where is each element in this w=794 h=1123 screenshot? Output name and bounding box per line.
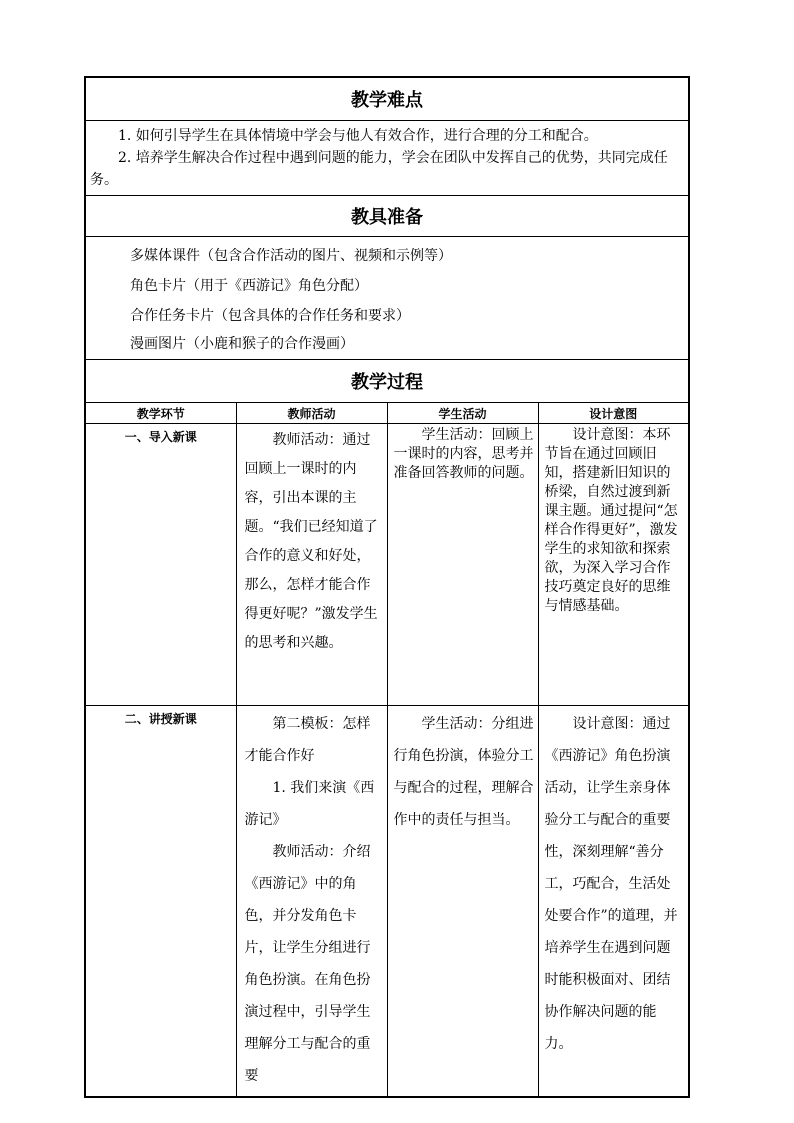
teacher-activity-text: 教师活动：通过回顾上一课时的内容，引出本课的主题。“我们已经知道了合作的意义和好处，那么，怎样才能合作得更好呢？”激发学生的思考和兴趣。 [244,432,378,651]
materials-item: 角色卡片（用于《西游记》角色分配） [130,278,368,294]
student-activity [387,424,538,706]
table-row [85,424,689,706]
difficulty-title: 教学难点 [85,77,689,121]
table-row [85,706,689,1098]
stage-label: 一、导入新课 [85,424,236,706]
materials-item: 多媒体课件（包含合作活动的图片、视频和示例等） [130,248,452,264]
column-header-stage: 教学环节 [85,403,236,424]
teacher-activity-text: 第二模板：怎样才能合作好 [244,716,371,764]
materials-item: 合作任务卡片（包含具体的合作任务和要求） [130,308,410,324]
design-intent [538,424,689,706]
design-intent-text: 设计意图：本环节旨在通过回顾旧知，搭建新旧知识的桥梁，自然过渡到新课主题。通过提问“怎样合作得更好”，激发学生的求知欲和探索欲，为深入学习合作技巧奠定良好的思维与情感基础。 [544,427,678,614]
lesson-plan-table [84,76,690,1098]
process-title: 教学过程 [85,360,689,403]
column-header-intent: 设计意图 [538,403,689,424]
stage-label: 二、讲授新课 [85,706,236,1098]
teacher-activity-text: 1. 我们来演《西游记》 [244,780,375,828]
student-activity-text: 学生活动：分组进行角色扮演，体验分工与配合的过程，理解合作中的责任与担当。 [393,716,534,828]
difficulty-item: 2. 培养学生解决合作过程中遇到问题的能力，学会在团队中发挥自己的优势，共同完成任务。 [90,150,668,188]
column-header-teacher: 教师活动 [236,403,387,424]
difficulty-item: 1. 如何引导学生在具体情境中学会与他人有效合作，进行合理的分工和配合。 [118,128,598,144]
difficulty-content [85,121,689,196]
materials-item: 漫画图片（小鹿和猴子的合作漫画） [130,336,354,352]
student-activity [387,706,538,1098]
materials-list [85,237,689,360]
teacher-activity [236,424,387,706]
teacher-activity [236,706,387,1098]
design-intent [538,706,689,1098]
lesson-plan-document [84,76,690,1098]
design-intent-text: 设计意图：通过《西游记》角色扮演活动，让学生亲身体验分工与配合的重要性，深刻理解“善分工，巧配合，生活处处要合作”的道理，并培养学生在遇到问题时能积极面对、团结协作解决问题的能力。 [544,716,678,1052]
column-header-student: 学生活动 [387,403,538,424]
materials-title: 教具准备 [85,196,689,237]
student-activity-text: 学生活动：回顾上一课时的内容，思考并准备回答教师的问题。 [393,427,534,481]
teacher-activity-text: 教师活动：介绍《西游记》中的角色，并分发角色卡片，让学生分组进行角色扮演。在角色扮演过程中，引导学生理解分工与配合的重要 [244,844,371,1084]
